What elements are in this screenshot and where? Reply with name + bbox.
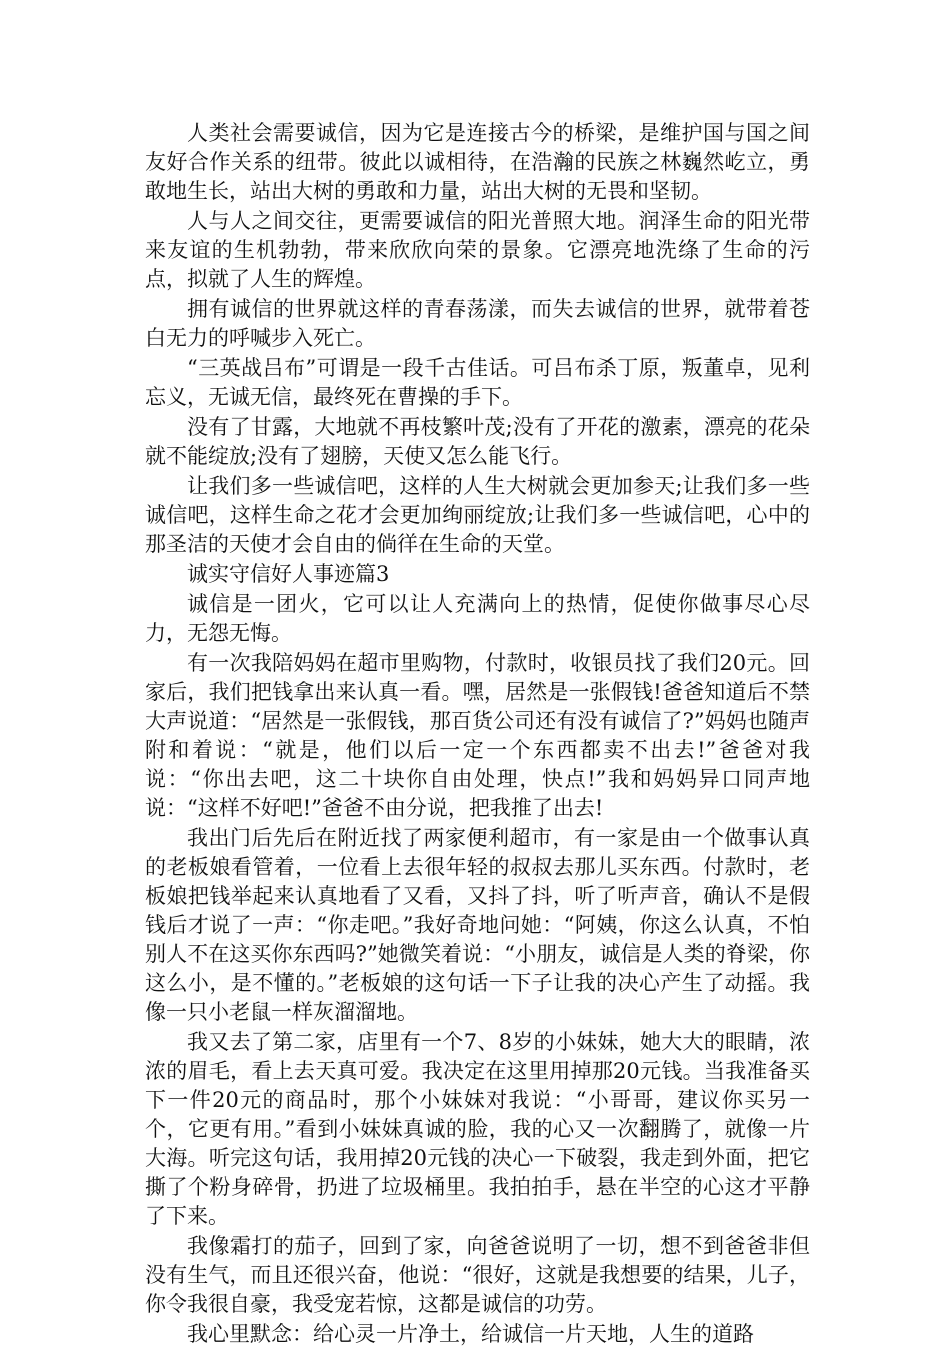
- document-body: [145, 119, 810, 1350]
- paragraph: 没有了甘露，大地就不再枝繁叶茂;没有了开花的激素，漂亮的花朵就不能绽放;没有了翅膀，天使又怎么能飞行。: [145, 415, 810, 468]
- paragraph: 有一次我陪妈妈在超市里购物，付款时，收银员找了我们20元。回家后，我们把钱拿出来认真一看。嘿，居然是一张假钱!爸爸知道后不禁大声说道：“居然是一张假钱，那百货公司还有没有诚信了?”妈妈也随声附和着说：“就是，他们以后一定一个东西都卖不出去!”爸爸对我说：“你出去吧，这二十块你自由处理，快点!”我和妈妈异口同声地说：“这样不好吧!”爸爸不由分说，把我推了出去!: [145, 651, 810, 820]
- paragraph: 我出门后先后在附近找了两家便利超市，有一家是由一个做事认真的老板娘看管着，一位看上去很年轻的叔叔去那儿买东西。付款时，老板娘把钱举起来认真地看了又看，又抖了抖，听了听声音，确认不是假钱后才说了一声：“你走吧。”我好奇地问她：“阿姨，你这么认真，不怕别人不在这买你东西吗?”她微笑着说：“小朋友，诚信是人类的脊梁，你这么小，是不懂的。”老板娘的这句话一下子让我的决心产生了动摇。我像一只小老鼠一样灰溜溜地。: [145, 826, 810, 1024]
- paragraph: 拥有诚信的世界就这样的青春荡漾，而失去诚信的世界，就带着苍白无力的呼喊步入死亡。: [145, 297, 810, 350]
- section-heading: 诚实守信好人事迹篇3: [187, 562, 390, 586]
- paragraph: 人类社会需要诚信，因为它是连接古今的桥梁，是维护国与国之间友好合作关系的纽带。彼此以诚相待，在浩瀚的民族之林巍然屹立，勇敢地生长，站出大树的勇敢和力量，站出大树的无畏和坚韧。: [145, 121, 810, 203]
- paragraph: 我像霜打的茄子，回到了家，向爸爸说明了一切，想不到爸爸非但没有生气，而且还很兴奋，他说：“很好，这就是我想要的结果，儿子，你令我很自豪，我受宠若惊，这都是诚信的功劳。: [145, 1234, 810, 1316]
- paragraph: 我又去了第二家，店里有一个7、8岁的小妹妹，她大大的眼睛，浓浓的眉毛，看上去天真可爱。我决定在这里用掉那20元钱。当我准备买下一件20元的商品时，那个小妹妹对我说：“小哥哥，建议你买另一个，它更有用。”看到小妹妹真诚的脸，我的心又一次翻腾了，就像一片大海。听完这句话，我用掉20元钱的决心一下破裂，我走到外面，把它撕了个粉身碎骨，扔进了垃圾桶里。我拍拍手，悬在半空的心这才平静了下来。: [145, 1030, 810, 1228]
- paragraph: 诚信是一团火，它可以让人充满向上的热情，促使你做事尽心尽力，无怨无悔。: [145, 592, 810, 645]
- paragraph: 人与人之间交往，更需要诚信的阳光普照大地。润泽生命的阳光带来友谊的生机勃勃，带来欣欣向荣的景象。它漂亮地洗绦了生命的污点，拟就了人生的辉煌。: [145, 209, 810, 291]
- paragraph: 我心里默念：给心灵一片净土，给诚信一片天地，人生的道路: [187, 1322, 754, 1346]
- paragraph: “三英战吕布”可谓是一段千古佳话。可吕布杀丁原，叛董卓，见利忘义，无诚无信，最终死在曹操的手下。: [145, 356, 810, 409]
- paragraph: 让我们多一些诚信吧，这样的人生大树就会更加参天;让我们多一些诚信吧，这样生命之花才会更加绚丽绽放;让我们多一些诚信吧，心中的那圣洁的天使才会自由的倘徉在生命的天堂。: [145, 474, 810, 556]
